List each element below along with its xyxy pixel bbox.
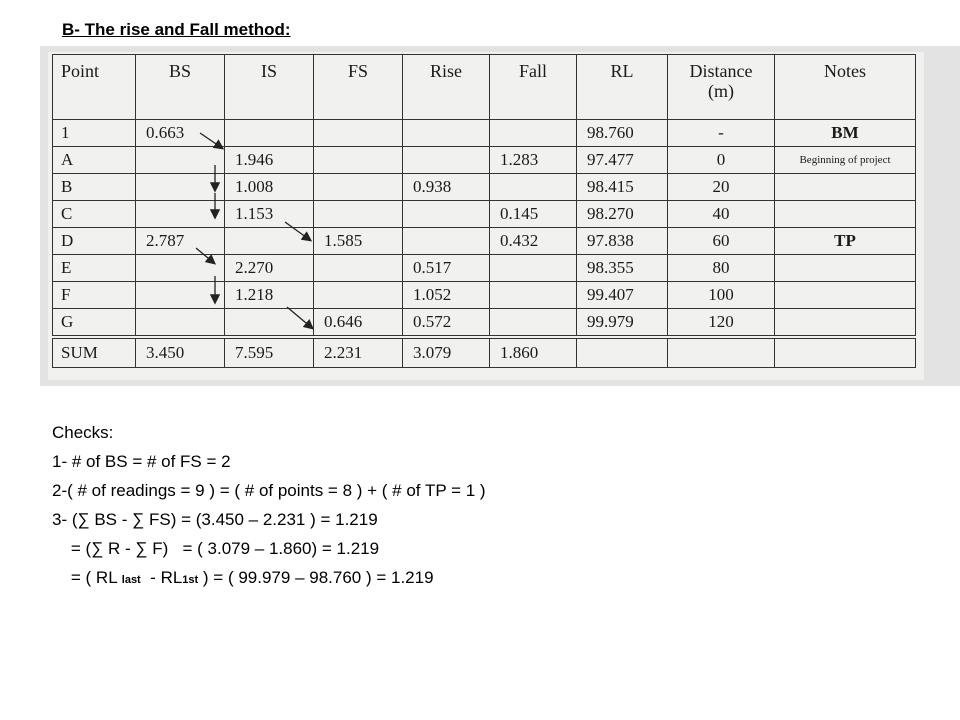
- cell-bs: 2.787: [136, 228, 225, 255]
- sum-cell-point: SUM: [53, 337, 136, 368]
- cell-rise: [403, 120, 490, 147]
- cell-fall: [490, 282, 577, 309]
- check-line-1: 1- # of BS = # of FS = 2: [52, 452, 231, 471]
- cell-bs: 0.663: [136, 120, 225, 147]
- cell-distance: 60: [668, 228, 775, 255]
- cell-bs: [136, 255, 225, 282]
- cell-rl: 97.838: [577, 228, 668, 255]
- cell-distance: 0: [668, 147, 775, 174]
- sum-cell-bs: 3.450: [136, 337, 225, 368]
- header-rise: Rise: [403, 55, 490, 120]
- cell-fs: [314, 201, 403, 228]
- cell-is: 1.218: [225, 282, 314, 309]
- check-line-4: = (∑ R - ∑ F) = ( 3.079 – 1.860) = 1.219: [52, 539, 380, 558]
- cell-distance: -: [668, 120, 775, 147]
- cell-notes: BM: [775, 120, 916, 147]
- cell-rl: 98.760: [577, 120, 668, 147]
- sum-row: [53, 337, 916, 368]
- cell-notes: [775, 309, 916, 338]
- table-row: [53, 309, 916, 338]
- cell-fs: [314, 255, 403, 282]
- cell-fall: [490, 309, 577, 338]
- cell-rl: 99.979: [577, 309, 668, 338]
- table-row: [53, 282, 916, 309]
- table-row: [53, 147, 916, 174]
- cell-notes: [775, 174, 916, 201]
- cell-distance: 80: [668, 255, 775, 282]
- cell-fall: [490, 120, 577, 147]
- cell-bs: [136, 282, 225, 309]
- cell-notes: [775, 255, 916, 282]
- checks-title: Checks:: [52, 423, 114, 442]
- header-fall: Fall: [490, 55, 577, 120]
- table-row: [53, 201, 916, 228]
- cell-rise: 1.052: [403, 282, 490, 309]
- cell-fall: [490, 255, 577, 282]
- cell-is: [225, 309, 314, 338]
- cell-bs: [136, 309, 225, 338]
- subscript-first: 1st: [182, 574, 199, 586]
- header-fs: FS: [314, 55, 403, 120]
- sum-cell-notes: [775, 337, 916, 368]
- cell-rl: 98.415: [577, 174, 668, 201]
- levelling-table: [52, 54, 916, 368]
- cell-fall: 1.283: [490, 147, 577, 174]
- cell-is: [225, 120, 314, 147]
- cell-rl: 99.407: [577, 282, 668, 309]
- checks-section: [52, 418, 486, 595]
- cell-distance: 100: [668, 282, 775, 309]
- cell-point: A: [53, 147, 136, 174]
- table-header-row: [53, 55, 916, 120]
- cell-is: 2.270: [225, 255, 314, 282]
- header-is: IS: [225, 55, 314, 120]
- check-line-5-mid: - RL: [140, 568, 183, 587]
- cell-fs: [314, 174, 403, 201]
- sum-cell-fs: 2.231: [314, 337, 403, 368]
- cell-fall: [490, 174, 577, 201]
- sum-cell-rise: 3.079: [403, 337, 490, 368]
- cell-bs: [136, 201, 225, 228]
- cell-distance: 40: [668, 201, 775, 228]
- cell-point: B: [53, 174, 136, 201]
- cell-point: D: [53, 228, 136, 255]
- header-distance: Distance (m): [668, 55, 775, 120]
- cell-fs: [314, 147, 403, 174]
- check-line-5: [52, 563, 486, 595]
- cell-bs: [136, 174, 225, 201]
- cell-point: 1: [53, 120, 136, 147]
- cell-rl: 98.355: [577, 255, 668, 282]
- cell-fall: 0.145: [490, 201, 577, 228]
- cell-rise: [403, 228, 490, 255]
- cell-fs: [314, 120, 403, 147]
- cell-is: [225, 228, 314, 255]
- section-heading: B- The rise and Fall method:: [62, 20, 291, 39]
- sum-cell-rl: [577, 337, 668, 368]
- cell-fs: 0.646: [314, 309, 403, 338]
- table-row: [53, 255, 916, 282]
- cell-rise: [403, 147, 490, 174]
- cell-is: 1.946: [225, 147, 314, 174]
- cell-notes: Beginning of project: [775, 147, 916, 174]
- cell-rise: 0.572: [403, 309, 490, 338]
- cell-distance: 20: [668, 174, 775, 201]
- cell-is: 1.153: [225, 201, 314, 228]
- cell-is: 1.008: [225, 174, 314, 201]
- cell-rise: [403, 201, 490, 228]
- cell-fall: 0.432: [490, 228, 577, 255]
- cell-rise: 0.517: [403, 255, 490, 282]
- cell-notes: [775, 282, 916, 309]
- cell-fs: [314, 282, 403, 309]
- table-row: [53, 228, 916, 255]
- cell-point: F: [53, 282, 136, 309]
- cell-fs: 1.585: [314, 228, 403, 255]
- sum-cell-fall: 1.860: [490, 337, 577, 368]
- table-row: [53, 174, 916, 201]
- cell-rl: 97.477: [577, 147, 668, 174]
- check-line-2: 2-( # of readings = 9 ) = ( # of points = 8 ) + ( # of TP = 1 ): [52, 481, 486, 500]
- sum-cell-is: 7.595: [225, 337, 314, 368]
- cell-notes: TP: [775, 228, 916, 255]
- header-rl: RL: [577, 55, 668, 120]
- subscript-last: last: [121, 574, 141, 586]
- header-bs: BS: [136, 55, 225, 120]
- cell-distance: 120: [668, 309, 775, 338]
- cell-rl: 98.270: [577, 201, 668, 228]
- cell-point: E: [53, 255, 136, 282]
- header-notes: Notes: [775, 55, 916, 120]
- table-row: [53, 120, 916, 147]
- cell-point: G: [53, 309, 136, 338]
- cell-rise: 0.938: [403, 174, 490, 201]
- sum-cell-distance: [668, 337, 775, 368]
- cell-bs: [136, 147, 225, 174]
- check-line-5-pre: = ( RL: [52, 568, 122, 587]
- header-point: Point: [53, 55, 136, 120]
- cell-point: C: [53, 201, 136, 228]
- check-line-3: 3- (∑ BS - ∑ FS) = (3.450 – 2.231 ) = 1.219: [52, 510, 378, 529]
- check-line-5-post: ) = ( 99.979 – 98.760 ) = 1.219: [198, 568, 434, 587]
- cell-notes: [775, 201, 916, 228]
